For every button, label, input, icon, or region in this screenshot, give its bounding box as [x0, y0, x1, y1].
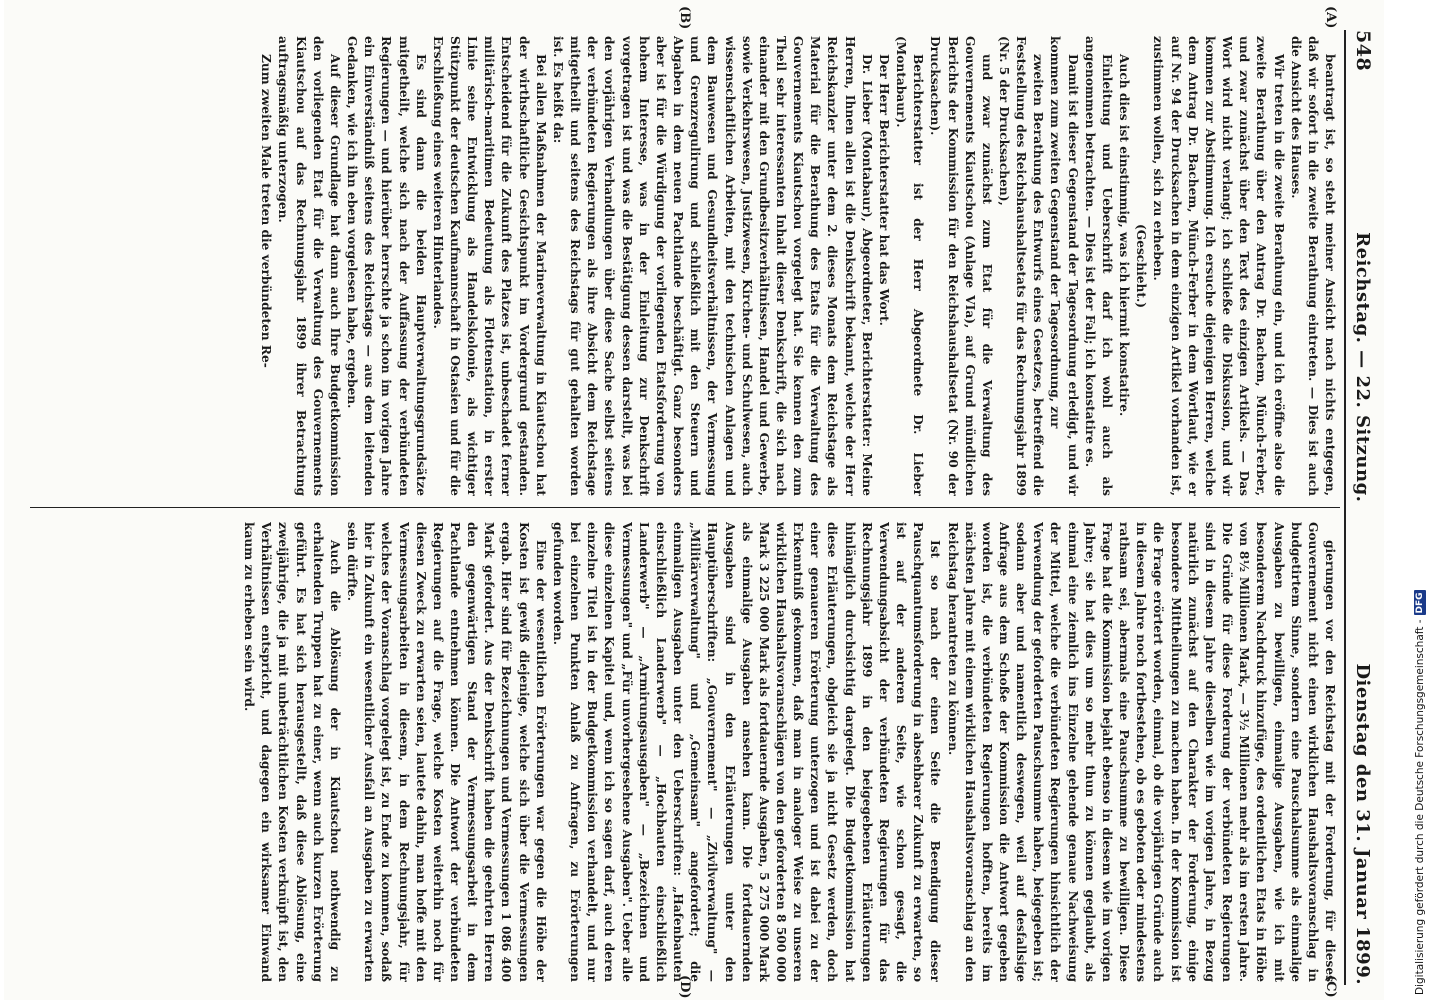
paragraph: und zwar zunächst zum Etat für die Verwaltung des Gouvernements Kiautschou (Anlage VIa), auf Grund mündlichen Berichts der Kommission für den Reichshaushaltsetat (Nr. 90 der Drucksachen). [928, 36, 994, 496]
paragraph: Zum zweiten Male treten die verbündeten Re- [259, 54, 274, 368]
column-divider [30, 507, 1340, 508]
paragraph: Damit ist dieser Gegenstand der Tagesordnung erledigt, und wir kommen zum zweiten Gegenstand der Tagesordnung, zur [1048, 36, 1080, 496]
document-page [4, 0, 1384, 1000]
paragraph: Bei allen Maßnahmen der Marineverwaltung in Kiautschou hat der wirthschaftliche Gesichtspunkt im Vordergrund gestanden. Entscheidend für die Zukunft des Platzes ist, unbeschadet ferner militärisch-maritimen Bedeutung als Flottenstation, in erster Linie seine Entwicklung als Handelskolonie, als wichtiger Stützpunkt der deutschen Kaufmannschaft in Ostasien und für die Erschließung eines weiteren Hinterlandes. [430, 36, 548, 496]
paragraph: Wir treten in die zweite Berathung ein, und ich eröffne also die zweite Berathung über den Antrag Dr. Bachem, Münch-Ferber, und zwar zunächst über den Text des einzigen Artikels. — Das Wort wird nicht verlangt; ich schließe die Diskussion, und wir kommen zur Abstimmung. Ich ersuche diejenigen Herren, welche dem Antrag Dr. Bachem, Münch-Ferber in dem Wortlaut, wie er auf Nr. 94 der Drucksachen in dem einzigen Artikel vorhanden ist, zustimmen wollen, sich zu erheben. [1151, 36, 1286, 496]
page-header [1348, 30, 1378, 985]
paragraph: Der Herr Berichterstatter hat das Wort. [876, 54, 891, 326]
text-column-left [28, 36, 1338, 496]
paragraph: Auch die Ablösung der in Kiautschou nothwendig zu erhaltenden Truppen hat zu einer, wenn auch kurzen Erörterung geführt. Es hat sich herausgestellt, daß diese Ablösung, eine zweijährige, die ja mit unbeträchtlichen Kosten verknüpft ist, den Verhältnissen entspricht, und dagegen ein wirksamer Einwand kaum zu erheben sein wird. [242, 522, 342, 982]
paragraph: gierungen vor den Reichstag mit der Forderung, für dieses Gouvernement nicht einen wirklichen Haushaltsvoranschlag in budgetirtem Sinne, sondern eine Pauschalsumme als einmalige Ausgaben zu bewilligen, einmalige Ausgaben, wie ich mit besonderem Nachdruck hinzufüge, des ordentlichen Etats in Höhe von 8½ Millionen Mark, — 3½ Millionen mehr als im ersten Jahre. Die Gründe für diese Forderung der verbündeten Regierungen sind in diesem Jahre dieselben wie im vorigen Jahre, in Bezug natürlich zunächst auf den Charakter der Forderung, einige besondere Mittheilungen zu machen haben. In der Kommission ist die Frage erörtert worden, einmal, ob die vorjährigen Gründe auch in diesem Jahre noch fortbestehen, ob es geboten oder mindestens rathsam sei, abermals eine Pauschsumme zu bewilligen. Diese Frage hat die Kommission bejaht ebenso in diesem wie im vorigen Jahre; sie hat dies um so mehr thun zu können geglaubt, als einmal eine ziemlich ins Einzelne gehende genaue Nachweisung der Mittel, welche die verbündeten Regierungen hinsichtlich der Verwendung der geforderten Pauschsumme haben, beigegeben ist; sodann aber und namentlich deswegen, weil auf desfallsige Anfrage aus dem Schoße der Kommission die Antwort gegeben worden ist, die verbündeten Regierungen hofften, bereits im nächsten Jahre mit einem wirklichen Haushaltsvoranschlag an den Reichstag herantreten zu können. [945, 522, 1337, 982]
paragraph: Eine der wesentlichen Erörterungen war gegen die Höhe der Kosten ist gewiß diejenige, welche sich über die Vermessungen ergab. Hier sind für Bezeichnungen und Vermessungen 1 086 400 Mark gefordert. Aus der Denkschrift haben die geehrten Herren den gegenwärtigen Stand der Vermessungsarbeit in dem Pachtlande entnehmen können. Die Antwort der verbündeten Regierungen auf die Frage, welche Kosten weiterhin noch für diesen Zweck zu erwarten seien, lautete dahin, man hoffe mit den Vermessungsarbeiten in diesem, in dem Rechnungsjahr, für welches der Voranschlag vorgelegt ist, zu Ende zu kommen, sodaß hier in Zukunft ein wesentlicher Ausfall an Ausgaben zu erwarten sein dürfte. [345, 522, 548, 982]
text-column-right [28, 522, 1338, 982]
paragraph: Dr. Lieber (Montabaur), Abgeordneter, Berichterstatter: Meine Herren, Ihnen allen ist die Denkschrift bekannt, welche der Herr Reichskanzler unter dem 2. dieses Monats dem Reichstage als Material für die Berathung des Etats für die Verwaltung des Gouvernements Kiautschou vorgelegt hat. Sie kennen den zum Theil sehr interessanten Inhalt dieser Denkschrift, die sich nach einander mit den Grundbesitzverhältnissen, Handel und Gewerbe, sowie Verkehrswesen, Justizwesen, Kirchen- und Schulwesen, auch wissenschaftlichen Arbeiten, mit den technischen Anlagen und dem Bauwesen und Gesundheitsverhältnissen, der Vermessung und Grenzregulirung und schließlich mit den Steuern und Abgaben in dem neuen Pachtlande beschäftigt. Ganz besonders aber ist für die Würdigung der vorliegenden Etatsforderung von hohem Interesse, was in der Einleitung zur Denkschrift vorgetragen ist und was die Bestätigung dessen darstellt, was bei den vorjährigen Verhandlungen über diese Sache selbst seitens der verbündeten Regierungen als ihre Absicht dem Reichstage mitgetheilt und seitens des Reichstags für gut gehalten worden ist. Es heißt da: [550, 36, 874, 496]
paragraph: Berichterstatter ist der Herr Abgeordnete Dr. Lieber (Montabaur). [894, 36, 926, 496]
margin-marker-b: (B) [677, 6, 692, 30]
paragraph: (Geschieht.) [1134, 224, 1149, 308]
paragraph: Ist so nach der einen Seite die Beendigung dieser Pauschquantumsforderung in absehbarer Zukunft zu erwarten, so ist auf der anderen Seite, wie schon gesagt, die Verwendungsabsicht der verbündeten Regierungen für das Rechnungsjahr 1899 in den beigegebenen Erläuterungen hinlänglich durchsichtig dargelegt. Die Budgetkommission hat diese Erläuterungen, obgleich sie ja nicht Gesetz werden, doch einer genaueren Erörterung unterzogen und ist dabei zu der Erkenntniß gekommen, daß man in analoger Weise zu unseren wirklichen Haushaltsvoranschlägen von den geforderten 8 500 000 Mark 3 225 000 Mark als fortdauernde Ausgaben, 5 275 000 Mark als einmalige Ausgaben ansehen kann. Die fortdauernden Ausgaben sind in den Erläuterungen unter den Hauptüberschriften: „Gouvernement" — „Zivilverwaltung" — „Militärverwaltung" und „Gemeinsam" angefordert; die einmaligen Ausgaben unter den Ueberschriften: „Hafenbauten einschließlich Landerwerb" — „Hochbauten einschließlich Landerwerb" — „Armirungsausgaben" — „Bezeichnen und Vermessungen" und „Für unvorhergesehene Ausgaben". Ueber alle diese einzelnen Kapitel und, wenn ich so sagen darf, auch deren einzelne Titel ist in der Budgetkommission verhandelt, und nur bei einzelnen Punkten Anlaß zu Anfragen, zu Erörterungen gefunden worden. [550, 522, 943, 982]
paragraph: Es sind dann die beiden Hauptverwaltungsgrundsätze mitgetheilt, welche sich nach der Auffassung der verbündeten Regierungen — und hierüber herrschte ja schon im vorigen Jahre ein Einverständniß seitens des Reichstags — aus dem leitenden Gedanken, wie ich ihn eben vorgelesen habe, ergeben. [345, 36, 428, 496]
paragraph: zweiten Berathung des Entwurfs eines Gesetzes, betreffend die Feststellung des Reichshaushaltsetats für das Rechnungsjahr 1899 (Nr. 5 der Drucksachen), [997, 36, 1046, 496]
dfg-logo: DFG [1415, 592, 1425, 614]
header-rule [1344, 30, 1346, 985]
header-title: Reichstag. — 22. Sitzung. [1352, 232, 1374, 503]
paragraph: Auch dies ist einstimmig, was ich hiermit konstatire. [1117, 54, 1132, 417]
paragraph: Einleitung und Ueberschrift darf ich wohl auch als angenommen betrachten. — Dies ist der Fall; ich konstatire es. [1082, 36, 1114, 496]
digitization-credit [1410, 592, 1430, 995]
margin-marker-c: (C) [1323, 975, 1338, 998]
margin-marker-a: (A) [1323, 6, 1338, 29]
paragraph: Auf dieser Grundlage hat dann auch Ihre Budgetkommission den vorliegenden Etat für die Verwaltung des Gouvernements Kiautschou auf das Rechnungsjahr 1899 ihrer Betrachtung auftragsmäßig unterzogen. [276, 36, 342, 496]
margin-marker-d: (D) [677, 975, 692, 999]
header-date: Dienstag den 31. Januar 1899. [1352, 663, 1374, 985]
credit-text: Digitalisierung gefördert durch die Deutsche Forschungsgemeinschaft - [1414, 619, 1426, 995]
paragraph: beantragt ist, so steht meiner Ansicht nach nichts entgegen, daß wir sofort in die zweite Berathung eintreten. — Dies ist auch die Ansicht des Hauses. [1288, 36, 1337, 496]
page-number: 548 [1352, 30, 1374, 72]
